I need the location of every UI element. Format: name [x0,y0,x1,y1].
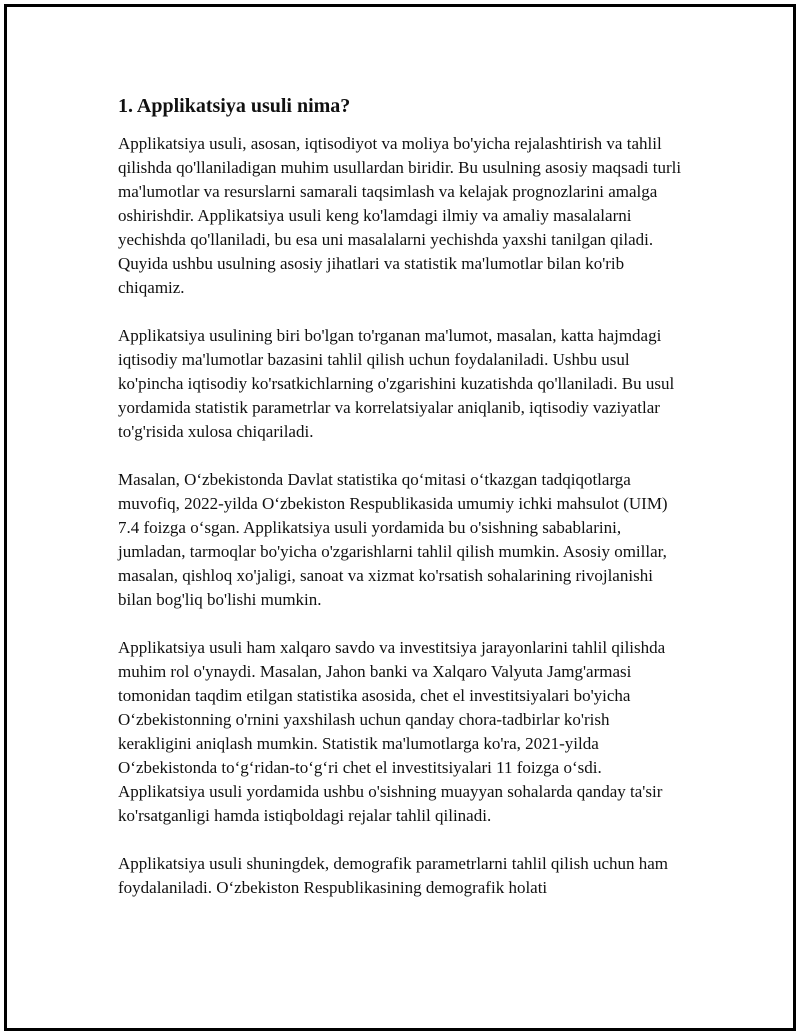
paragraph-2: Applikatsiya usulining biri bo'lgan to'rganan ma'lumot, masalan, katta hajmdagi iqtisodiy ma'lumotlar bazasini tahlil qilish uchun foydalaniladi. Ushbu usul ko'pincha iqtisodiy ko'rsatkichlarning o'zgarishini kuzatishda qo'llaniladi. Bu usul yordamida statistik parametrlar va korrelatsiyalar aniqlanib, iqtisodiy vaziyatlar to'g'risida xulosa chiqariladi. [118,326,675,441]
paragraph-5: Applikatsiya usuli shuningdek, demografik parametrlarni tahlil qilish uchun ham foydalaniladi. O‘zbekiston Respublikasining demografik holati [118,854,669,897]
document-body [118,92,686,924]
paragraph-1: Applikatsiya usuli, asosan, iqtisodiyot va moliya bo'yicha rejalashtirish va tahlil qilishda qo'llaniladigan muhim usullardan biridir. Bu usulning asosiy maqsadi turli ma'lumotlar va resurslarni samarali taqsimlash va kelajak prognozlarini amalga oshirishdir. Applikatsiya usuli keng ko'lamdagi ilmiy va amaliy masalalarni yechishda qo'llaniladi, bu esa uni masalalarni yechishda yaxshi tanilgan qiladi. Quyida ushbu usulning asosiy jihatlari va statistik ma'lumotlar bilan ko'rib chiqamiz. [118,134,682,297]
section-heading: 1. Applikatsiya usuli nima? [118,95,351,117]
paragraph-4: Applikatsiya usuli ham xalqaro savdo va investitsiya jarayonlarini tahlil qilishda muhim rol o'ynaydi. Masalan, Jahon banki va Xalqaro Valyuta Jamg'armasi tomonidan taqdim etilgan statistika asosida, chet el investitsiyalari bo'yicha O‘zbekistonning o'rnini yaxshilash uchun qanday chora-tadbirlar ko'rish kerakligini aniqlash mumkin. Statistik ma'lumotlarga ko'ra, 2021-yilda O‘zbekistonda to‘g‘ridan-to‘g‘ri chet el investitsiyalari 11 foizga o‘sdi. Applikatsiya usuli yordamida ushbu o'sishning muayyan sohalarda qanday ta'sir ko'rsatganligi hamda istiqboldagi rejalar tahlil qilinadi. [118,638,666,825]
paragraph-3: Masalan, O‘zbekistonda Davlat statistika qo‘mitasi o‘tkazgan tadqiqotlarga muvofiq, 2022-yilda O‘zbekiston Respublikasida umumiy ichki mahsulot (UIM) 7.4 foizga o‘sgan. Applikatsiya usuli yordamida bu o'sishning sabablarini, jumladan, tarmoqlar bo'yicha o'zgarishlarni tahlil qilish mumkin. Asosiy omillar, masalan, qishloq xo'jaligi, sanoat va xizmat ko'rsatish sohalarining rivojlanishi bilan bog'liq bo'lishi mumkin. [118,470,668,609]
